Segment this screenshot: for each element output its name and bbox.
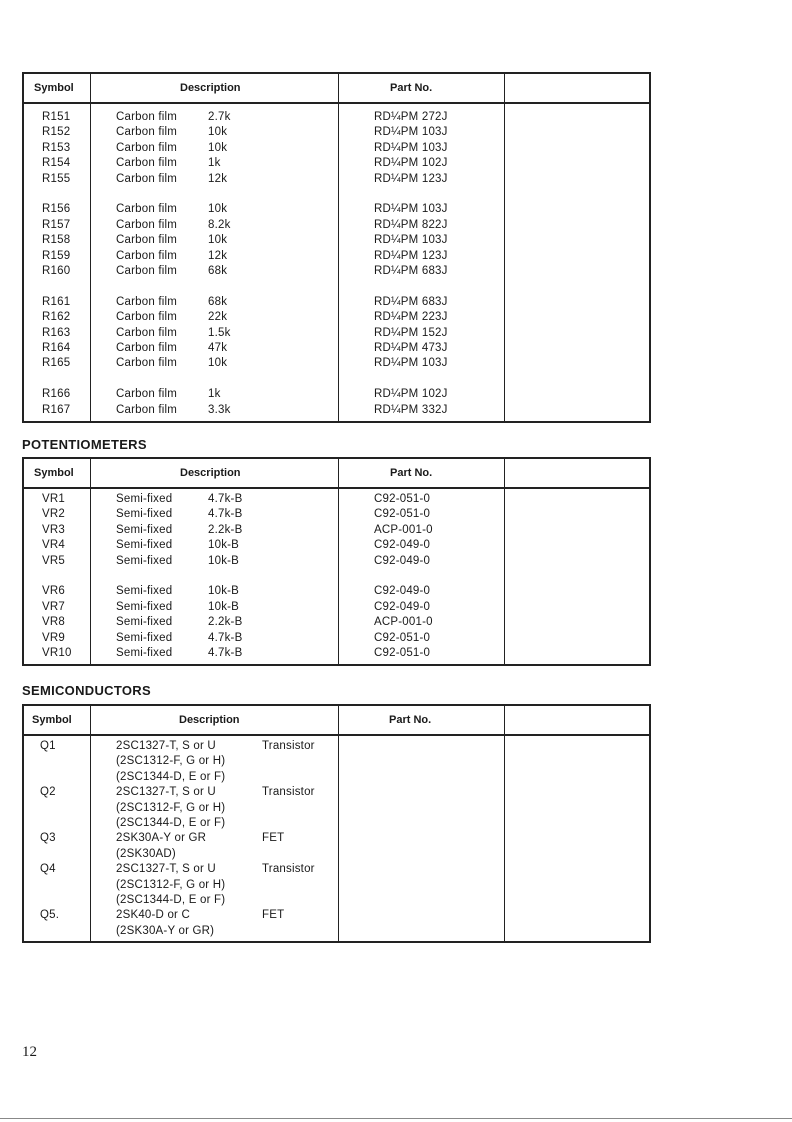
value-cell: 2.2k-B xyxy=(208,523,243,536)
type-cell: Semi-fixed xyxy=(116,523,173,536)
type-cell: Semi-fixed xyxy=(116,585,173,598)
part-no-cell: RD¼PM 102J xyxy=(374,157,448,170)
description-cell: 2SK40-D or C xyxy=(116,909,190,922)
description-cell: (2SK30A-Y or GR) xyxy=(116,924,215,937)
type-cell: Carbon film xyxy=(116,311,177,324)
part-no-cell: C92-051-0 xyxy=(374,647,431,659)
header-symbol: Symbol xyxy=(34,467,74,479)
description-cell: (2SC1344-D, E or F) xyxy=(116,894,226,906)
table-row xyxy=(24,615,649,630)
type-cell: Semi-fixed xyxy=(116,508,173,521)
value-cell: 47k xyxy=(208,342,228,354)
potentiometers-title: POTENTIOMETERS xyxy=(22,437,147,452)
symbol-cell: R164 xyxy=(42,342,71,354)
table-header xyxy=(24,706,649,736)
table-row xyxy=(24,878,649,893)
description-cell: 2SC1327-T, S or U xyxy=(116,740,216,752)
type-cell: Semi-fixed xyxy=(116,493,173,505)
value-cell: 68k xyxy=(208,295,228,308)
symbol-cell: R159 xyxy=(42,249,71,262)
header-symbol: Symbol xyxy=(34,82,74,94)
table-row xyxy=(24,538,649,553)
value-cell: 10k-B xyxy=(208,554,240,567)
symbol-cell: R155 xyxy=(42,172,71,185)
table-header xyxy=(24,74,649,104)
table-row xyxy=(24,646,649,661)
type-cell: Semi-fixed xyxy=(116,539,173,552)
type-cell: Carbon film xyxy=(116,342,177,354)
part-no-cell: ACP-001-0 xyxy=(374,523,433,536)
symbol-cell: Q4 xyxy=(40,863,56,876)
type-cell: Semi-fixed xyxy=(116,616,173,629)
part-no-cell: RD¼PM 683J xyxy=(374,265,448,277)
symbol-cell: VR4 xyxy=(42,539,65,552)
table-row xyxy=(24,924,649,939)
table-row xyxy=(24,156,649,171)
type-cell: Carbon film xyxy=(116,357,177,370)
value-cell: 10k xyxy=(208,203,228,216)
table-row xyxy=(24,785,649,800)
table-row xyxy=(24,125,649,140)
kind-cell: Transistor xyxy=(262,786,315,799)
part-no-cell: RD¼PM 223J xyxy=(374,311,448,324)
value-cell: 1k xyxy=(208,157,221,170)
header-symbol: Symbol xyxy=(32,714,72,726)
part-no-cell: C92-051-0 xyxy=(374,631,431,644)
semiconductors-title: SEMICONDUCTORS xyxy=(22,683,151,698)
header-part-no: Part No. xyxy=(390,82,433,94)
type-cell: Carbon film xyxy=(116,326,177,339)
part-no-cell: RD¼PM 123J xyxy=(374,249,448,262)
semiconductor-table xyxy=(22,704,651,943)
table-row xyxy=(24,233,649,248)
description-cell: 2SC1327-T, S or U xyxy=(116,786,216,799)
type-cell: Carbon film xyxy=(116,218,177,231)
table-row xyxy=(24,264,649,279)
symbol-cell: VR1 xyxy=(42,493,65,505)
table-row xyxy=(24,341,649,356)
value-cell: 10k xyxy=(208,141,228,154)
type-cell: Carbon film xyxy=(116,111,177,123)
table-row xyxy=(24,584,649,599)
table-row xyxy=(24,554,649,569)
type-cell: Carbon film xyxy=(116,234,177,247)
description-cell: 2SC1327-T, S or U xyxy=(116,863,216,876)
type-cell: Carbon film xyxy=(116,203,177,216)
kind-cell: FET xyxy=(262,909,285,922)
part-no-cell: RD¼PM 102J xyxy=(374,388,448,401)
value-cell: 12k xyxy=(208,249,228,262)
table-row xyxy=(24,295,649,310)
value-cell: 4.7k-B xyxy=(208,508,243,521)
table-row xyxy=(24,908,649,923)
resistor-table xyxy=(22,72,651,423)
type-cell: Semi-fixed xyxy=(116,647,173,659)
description-cell: (2SC1312-F, G or H) xyxy=(116,801,226,814)
part-no-cell: RD¼PM 822J xyxy=(374,218,448,231)
potentiometer-table xyxy=(22,457,651,666)
type-cell: Carbon film xyxy=(116,249,177,262)
description-cell: (2SC1312-F, G or H) xyxy=(116,878,226,891)
table-row xyxy=(24,739,649,754)
table-row xyxy=(24,816,649,831)
table-row xyxy=(24,110,649,125)
table-row xyxy=(24,202,649,217)
value-cell: 10k-B xyxy=(208,600,240,613)
value-cell: 10k xyxy=(208,234,228,247)
symbol-cell: R160 xyxy=(42,265,71,277)
description-cell: (2SC1344-D, E or F) xyxy=(116,770,226,783)
symbol-cell: VR9 xyxy=(42,631,65,644)
part-no-cell: C92-049-0 xyxy=(374,600,431,613)
table-header xyxy=(24,459,649,489)
part-no-cell: RD¼PM 103J xyxy=(374,234,448,247)
symbol-cell: R161 xyxy=(42,295,71,308)
symbol-cell: R158 xyxy=(42,234,71,247)
type-cell: Carbon film xyxy=(116,388,177,401)
header-description: Description xyxy=(180,82,241,94)
description-cell: (2SK30AD) xyxy=(116,847,176,860)
symbol-cell: VR10 xyxy=(42,647,72,659)
value-cell: 1.5k xyxy=(208,326,231,339)
symbol-cell: R166 xyxy=(42,388,71,401)
value-cell: 10k xyxy=(208,126,228,139)
symbol-cell: R156 xyxy=(42,203,71,216)
value-cell: 12k xyxy=(208,172,228,185)
table-row xyxy=(24,326,649,341)
value-cell: 3.3k xyxy=(208,403,231,416)
kind-cell: FET xyxy=(262,832,285,845)
table-row xyxy=(24,831,649,846)
table-row xyxy=(24,847,649,862)
part-no-cell: C92-049-0 xyxy=(374,539,431,552)
page-bottom-rule xyxy=(0,1118,792,1119)
part-no-cell: RD¼PM 152J xyxy=(374,326,448,339)
symbol-cell: R162 xyxy=(42,311,71,324)
part-no-cell: ACP-001-0 xyxy=(374,616,433,629)
symbol-cell: VR3 xyxy=(42,523,65,536)
table-row xyxy=(24,249,649,264)
part-no-cell: C92-051-0 xyxy=(374,508,431,521)
part-no-cell: C92-049-0 xyxy=(374,554,431,567)
table-row xyxy=(24,507,649,522)
value-cell: 10k-B xyxy=(208,585,240,598)
symbol-cell: R167 xyxy=(42,403,71,416)
value-cell: 4.7k-B xyxy=(208,647,243,659)
part-no-cell: RD¼PM 473J xyxy=(374,342,448,354)
page-number: 12 xyxy=(22,1044,37,1060)
symbol-cell: VR6 xyxy=(42,585,65,598)
type-cell: Carbon film xyxy=(116,403,177,416)
part-no-cell: RD¼PM 103J xyxy=(374,203,448,216)
symbol-cell: Q1 xyxy=(40,740,56,752)
type-cell: Semi-fixed xyxy=(116,554,173,567)
value-cell: 4.7k-B xyxy=(208,493,243,505)
table-row xyxy=(24,862,649,877)
table-row xyxy=(24,172,649,187)
symbol-cell: VR5 xyxy=(42,554,65,567)
type-cell: Carbon film xyxy=(116,265,177,277)
kind-cell: Transistor xyxy=(262,740,315,752)
description-cell: 2SK30A-Y or GR xyxy=(116,832,207,845)
value-cell: 22k xyxy=(208,311,228,324)
symbol-cell: R153 xyxy=(42,141,71,154)
symbol-cell: VR8 xyxy=(42,616,65,629)
type-cell: Carbon film xyxy=(116,295,177,308)
part-no-cell: RD¼PM 103J xyxy=(374,141,448,154)
symbol-cell: R152 xyxy=(42,126,71,139)
value-cell: 4.7k-B xyxy=(208,631,243,644)
header-part-no: Part No. xyxy=(390,467,433,479)
symbol-cell: R157 xyxy=(42,218,71,231)
table-row xyxy=(24,356,649,371)
symbol-cell: Q5. xyxy=(40,909,60,922)
symbol-cell: VR2 xyxy=(42,508,65,521)
table-row xyxy=(24,218,649,233)
table-row xyxy=(24,141,649,156)
table-row xyxy=(24,801,649,816)
table-row xyxy=(24,523,649,538)
table-row xyxy=(24,600,649,615)
part-no-cell: RD¼PM 123J xyxy=(374,172,448,185)
description-cell: (2SC1344-D, E or F) xyxy=(116,817,226,829)
part-no-cell: RD¼PM 272J xyxy=(374,111,448,123)
table-row xyxy=(24,754,649,769)
symbol-cell: VR7 xyxy=(42,600,65,613)
part-no-cell: C92-051-0 xyxy=(374,493,431,505)
header-description: Description xyxy=(179,714,240,726)
symbol-cell: R165 xyxy=(42,357,71,370)
symbol-cell: R154 xyxy=(42,157,71,170)
symbol-cell: Q2 xyxy=(40,786,56,799)
type-cell: Carbon film xyxy=(116,126,177,139)
description-cell: (2SC1312-F, G or H) xyxy=(116,755,226,768)
table-row xyxy=(24,492,649,507)
value-cell: 2.7k xyxy=(208,111,231,123)
type-cell: Carbon film xyxy=(116,172,177,185)
header-part-no: Part No. xyxy=(389,714,432,726)
symbol-cell: R151 xyxy=(42,111,71,123)
kind-cell: Transistor xyxy=(262,863,315,876)
type-cell: Carbon film xyxy=(116,157,177,170)
value-cell: 68k xyxy=(208,265,228,277)
part-no-cell: C92-049-0 xyxy=(374,585,431,598)
table-row xyxy=(24,310,649,325)
symbol-cell: R163 xyxy=(42,326,71,339)
type-cell: Carbon film xyxy=(116,141,177,154)
part-no-cell: RD¼PM 103J xyxy=(374,126,448,139)
part-no-cell: RD¼PM 332J xyxy=(374,403,448,416)
part-no-cell: RD¼PM 683J xyxy=(374,295,448,308)
type-cell: Semi-fixed xyxy=(116,631,173,644)
value-cell: 1k xyxy=(208,388,221,401)
value-cell: 2.2k-B xyxy=(208,616,243,629)
value-cell: 10k-B xyxy=(208,539,240,552)
header-description: Description xyxy=(180,467,241,479)
value-cell: 8.2k xyxy=(208,218,231,231)
table-row xyxy=(24,770,649,785)
type-cell: Semi-fixed xyxy=(116,600,173,613)
symbol-cell: Q3 xyxy=(40,832,56,845)
table-row xyxy=(24,387,649,402)
value-cell: 10k xyxy=(208,357,228,370)
part-no-cell: RD¼PM 103J xyxy=(374,357,448,370)
table-row xyxy=(24,631,649,646)
table-row xyxy=(24,893,649,908)
table-row xyxy=(24,403,649,418)
